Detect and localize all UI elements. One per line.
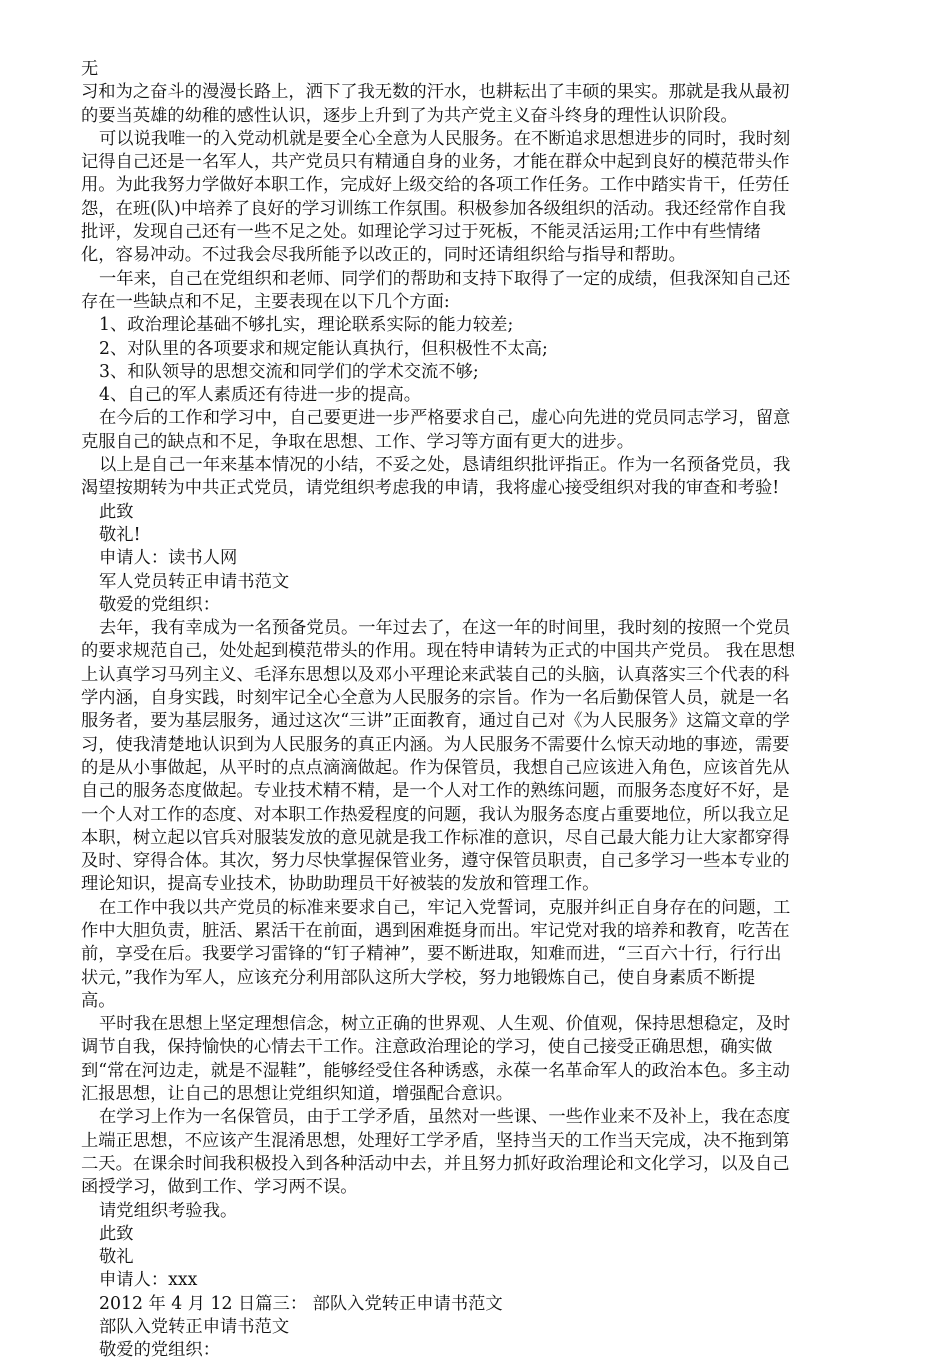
text-line: 批评，发现自己还有一些不足之处。如理论学习过于死板，不能灵活运用;工作中有些情绪 [81,222,761,243]
text-line: 此致 [99,501,134,522]
text-line: 用。为此我努力学做好本职工作，完成好上级交给的各项工作任务。工作中踏实肯干，任劳任 [81,175,790,196]
text-line: 存在一些缺点和不足，主要表现在以下几个方面: [81,291,450,312]
text-line: 理论知识，提高专业技术，协助助理员干好被装的发放和管理工作。 [81,874,600,895]
text-line: 记得自己还是一名军人，共产党员只有精通自身的业务，才能在群众中起到良好的模范带头作 [81,152,790,173]
text-line: 2、对队里的各项要求和规定能认真执行，但积极性不太高; [99,338,548,359]
text-line: 3、和队领导的思想交流和同学们的学术交流不够; [99,361,479,382]
text-line: 高。 [81,990,116,1011]
text-line: 克服自己的缺点和不足，争取在思想、工作、学习等方面有更大的进步。 [81,431,635,452]
text-line: 1、政治理论基础不够扎实，理论联系实际的能力较差; [99,315,514,336]
text-line: 的要当英雄的幼稚的感性认识，逐步上升到了为共产党主义奋斗终身的理性认识阶段。 [81,105,738,126]
text-line: 4、自己的军人素质还有待进一步的提高。 [99,385,422,406]
text-line: 的要求规范自己，处处起到模范带头的作用。现在特申请转为正式的中国共产党员。 我在思想 [81,641,796,662]
text-line: 自己的服务态度做起。专业技术精不精，是一个人对工作的熟练问题，而服务态度好不好，是 [81,781,790,802]
text-line: 函授学习，做到工作、学习两不误。 [81,1177,358,1198]
text-line: 敬礼 [99,1247,134,1268]
text-line: 上端正思想，不应该产生混淆思想，处理好工学矛盾，坚持当天的工作当天完成，决不拖到第 [81,1130,790,1151]
text-line: 怨，在班(队)中培养了良好的学习训练工作氛围。积极参加各级组织的活动。我还经常作自我 [81,198,786,219]
text-line: 请党组织考验我。 [99,1200,238,1221]
text-line: 敬爱的党组织： [99,594,220,615]
text-line: 习，使我清楚地认识到为人民服务的真正内涵。为人民服务不需要什么惊天动地的事迹，需要 [81,734,790,755]
text-line: 在今后的工作和学习中，自己要更进一步严格要求自己，虚心向先进的党员同志学习，留意 [99,408,791,429]
text-line: 渴望按期转为中共正式党员，请党组织考虑我的申请，我将虚心接受组织对我的审查和考验! [81,478,780,499]
text-line: 可以说我唯一的入党动机就是要全心全意为人民服务。在不断追求思想进步的同时，我时刻 [99,128,791,149]
text-line: 申请人：读书人网 [99,548,238,569]
text-line: 在工作中我以共产党员的标准来要求自己，牢记入党誓词，克服并纠正自身存在的问题，工 [99,897,791,918]
text-line: 在学习上作为一名保管员，由于工学矛盾，虽然对一些课、一些作业来不及补上，我在态度 [99,1107,791,1128]
text-line: 作中大胆负责，脏活、累活干在前面，遇到困难挺身而出。牢记党对我的培养和教育，吃苦在 [81,920,790,941]
document-body [81,58,871,1363]
text-line: 去年，我有幸成为一名预备党员。一年过去了，在这一年的时间里，我时刻的按照一个党员 [99,618,791,639]
text-line: 一年来，自己在党组织和老师、同学们的帮助和支持下取得了一定的成绩，但我深知自己还 [99,268,791,289]
text-line: 及时、穿得合体。其次，努力尽快掌握保管业务，遵守保管员职责，自己多学习一些本专业的 [81,851,790,872]
text-line: 本职，树立起以官兵对服装发放的意见就是我工作标准的意识，尽自己最大能力让大家都穿得 [81,827,790,848]
text-line: 习和为之奋斗的漫漫长路上，洒下了我无数的汗水，也耕耘出了丰硕的果实。那就是我从最初 [81,82,790,103]
text-line: 平时我在思想上坚定理想信念，树立正确的世界观、人生观、价值观，保持思想稳定，及时 [99,1014,791,1035]
text-line: 军人党员转正申请书范文 [99,571,290,592]
text-line: 状元，”我作为军人，应该充分利用部队这所大学校，努力地锻炼自己，使自身素质不断提 [81,967,756,988]
text-line: 部队入党转正申请书范文 [99,1317,290,1338]
text-line: 此致 [99,1223,134,1244]
text-line: 服务者，要为基层服务，通过这次“三讲”正面教育，通过自己对《为人民服务》这篇文章的学 [81,711,790,732]
text-line: 调节自我，保持愉快的心情去干工作。注意政治理论的学习，使自己接受正确思想，确实做 [81,1037,773,1058]
text-line: 的是从小事做起，从平时的点点滴滴做起。作为保管员，我想自己应该进入角色，应该首先从 [81,757,790,778]
text-line: 二天。在课余时间我积极投入到各种活动中去，并且努力抓好政治理论和文化学习，以及自己 [81,1153,790,1174]
text-line: 汇报思想，让自己的思想让党组织知道，增强配合意识。 [81,1084,514,1105]
text-line: 敬爱的党组织： [99,1340,220,1361]
text-line: 化，容易冲动。不过我会尽我所能予以改正的，同时还请组织给与指导和帮助。 [81,245,686,266]
text-line: 到“常在河边走，就是不湿鞋”，能够经受住各种诱惑，永葆一名革命军人的政治本色。多主动 [81,1060,790,1081]
text-line: 一个人对工作的态度、对本职工作热爱程度的问题，我认为服务态度占重要地位，所以我立足 [81,804,790,825]
text-line: 无 [81,59,99,79]
text-line: 学内涵，自身实践，时刻牢记全心全意为人民服务的宗旨。作为一名后勤保管人员，就是一名 [81,688,790,709]
text-line: 2012 年 4 月 12 日篇三： 部队入党转正申请书范文 [99,1293,503,1314]
text-line: 敬礼! [99,524,141,545]
text-line: 申请人：xxx [99,1270,198,1291]
text-line: 上认真学习马列主义、毛泽东思想以及邓小平理论来武装自己的头脑，认真落实三个代表的科 [81,664,790,685]
text-line: 前，享受在后。我要学习雷锋的“钉子精神”，要不断进取，知难而进，“三百六十行，行行出 [81,944,782,965]
text-line: 以上是自己一年来基本情况的小结，不妥之处，恳请组织批评指正。作为一名预备党员，我 [99,455,791,476]
